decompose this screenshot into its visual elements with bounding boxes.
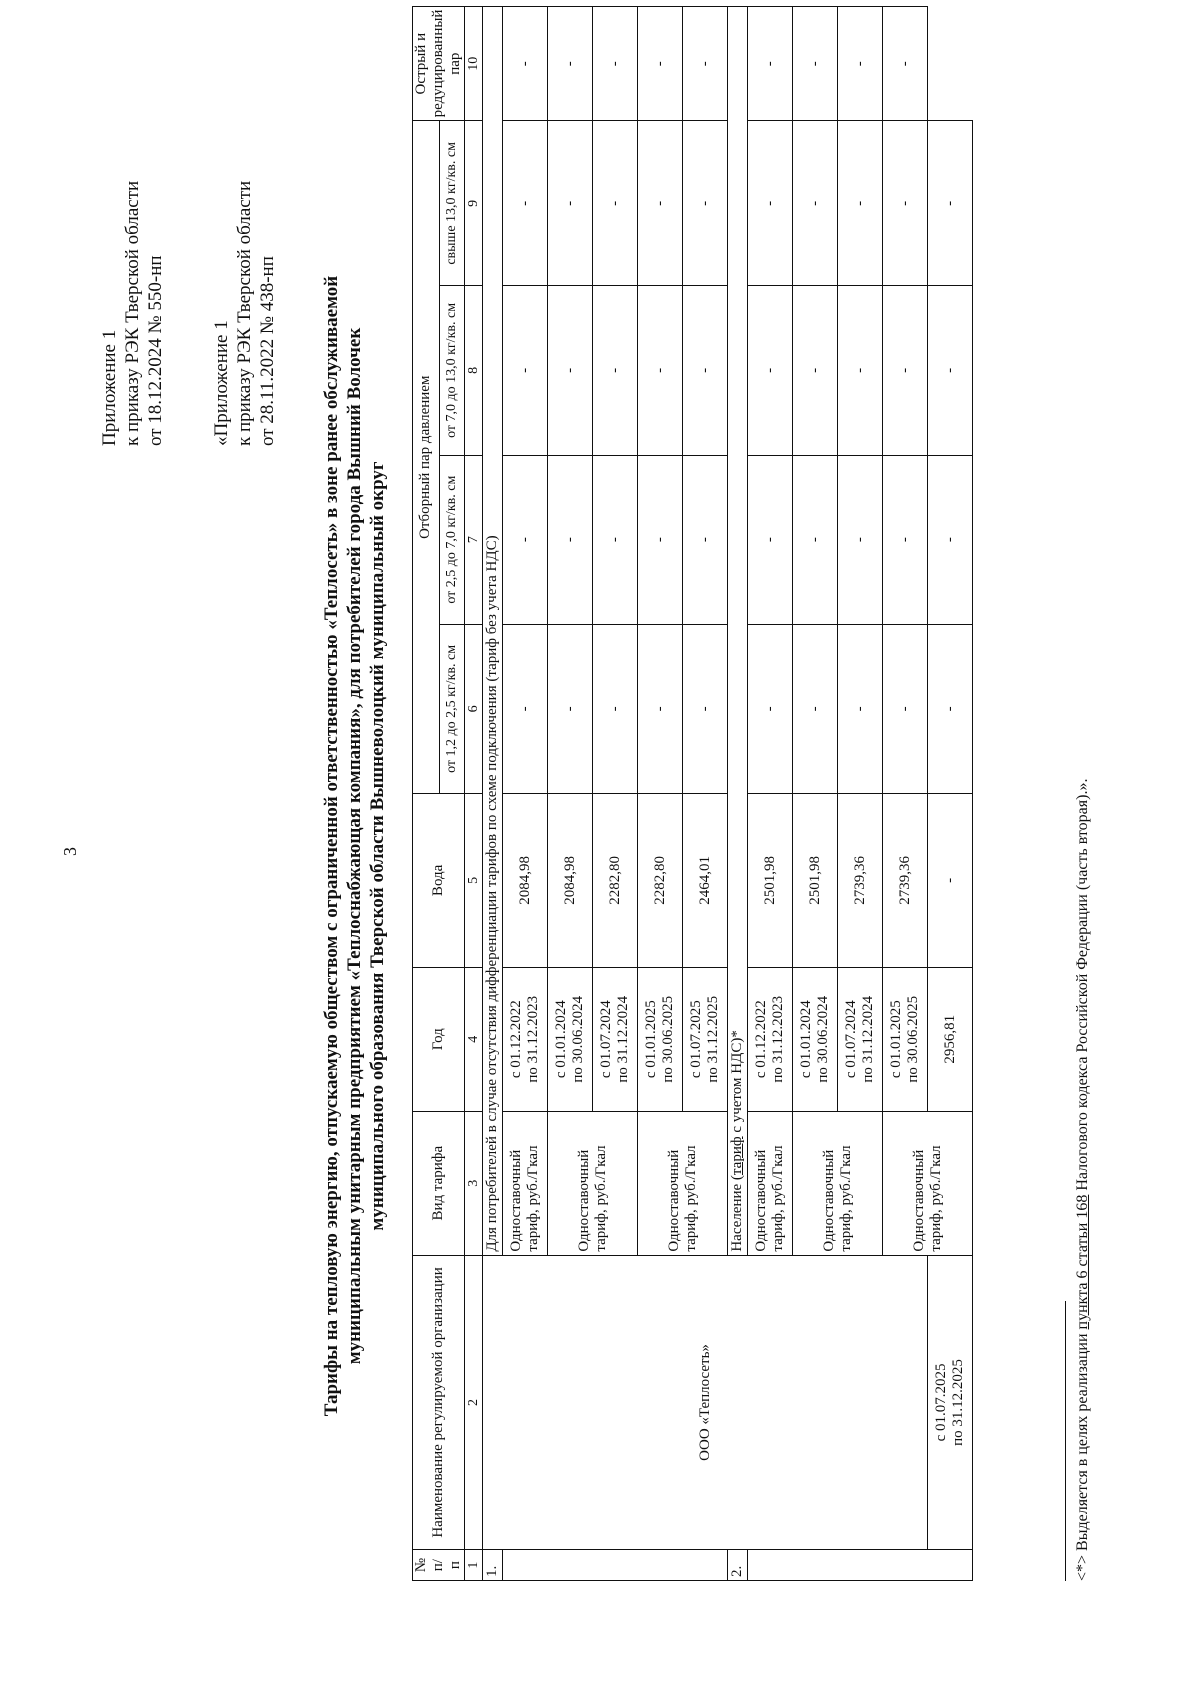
value-cell: - [638,455,683,624]
value-cell: - [838,624,883,793]
value-cell: - [638,7,683,121]
tariff-type-cell: Одноставочный тариф, руб./Гкал [503,1111,548,1255]
period-from: с 01.12.2022 [508,1000,524,1079]
value-cell: - [683,286,728,455]
section-number: 1. [483,1550,503,1581]
period-to: по 31.12.2024 [860,995,876,1083]
document-title-line: муниципальным унитарным предприятием «Теплоснабжающая компания», для потребителей города Вышний Волочек [344,327,365,1365]
column-number: 4 [465,967,483,1111]
year-cell [503,967,548,1111]
column-number: 2 [465,1255,483,1550]
value-cell: - [683,7,728,121]
section-label: Для потребителей в случае отсутствия дифференциации тарифов по схеме подключения (тариф без учета НДС) [483,7,503,1256]
appendix-previous-line: к приказу РЭК Тверской области [234,180,255,446]
value-cell: - [548,455,593,624]
period-from: с 01.07.2025 [688,1000,704,1079]
year-cell [548,967,593,1111]
period-to: по 30.06.2025 [660,995,676,1083]
value-cell: - [593,121,638,286]
period-from: с 01.07.2025 [933,1363,949,1442]
value-cell: - [793,121,838,286]
value-cell: - [748,286,793,455]
water-cell: 2282,80 [638,794,683,968]
value-cell: - [928,286,973,455]
value-cell: - [928,624,973,793]
footnote [1074,779,1092,1581]
period-to: по 30.06.2024 [815,995,831,1083]
value-cell: - [548,624,593,793]
column-number-row [465,7,483,1581]
appendix-previous-line: «Приложение 1 [211,320,232,446]
value-cell: - [548,121,593,286]
value-cell: - [748,624,793,793]
value-cell: - [503,624,548,793]
value-cell: - [793,286,838,455]
year-cell [748,967,793,1111]
value-cell: - [593,286,638,455]
period-from: с 01.01.2024 [798,1000,814,1079]
section-row [483,7,503,1581]
column-number: 8 [465,286,483,455]
section-label-part: с учетом НДС)* [729,1030,745,1137]
period-from: с 01.12.2022 [753,1000,769,1079]
value-cell: - [928,794,973,968]
value-cell: - [793,455,838,624]
value-cell: - [593,7,638,121]
period-to: по 31.12.2025 [705,995,721,1083]
value-cell: - [638,121,683,286]
column-number: 10 [465,7,483,121]
period-to: по 30.06.2024 [570,995,586,1083]
value-cell: - [548,7,593,121]
value-cell: - [838,455,883,624]
appendix-current-line: Приложение 1 [99,329,120,446]
year-cell [883,967,928,1111]
section-number: 2. [728,1550,748,1581]
tariff-type-cell: Одноставочный тариф, руб./Гкал [638,1111,728,1255]
water-cell: 2464,01 [683,794,728,968]
value-cell: - [503,7,548,121]
tariff-type-cell: Одноставочный тариф, руб./Гкал [548,1111,638,1255]
year-cell [638,967,683,1111]
period-to: по 31.12.2024 [615,995,631,1083]
value-cell: - [503,286,548,455]
footnote-divider [1065,1301,1066,1581]
column-number: 3 [465,1111,483,1255]
water-cell: 2282,80 [593,794,638,968]
period-from: с 01.01.2024 [553,1000,569,1079]
value-cell: - [883,121,928,286]
header-pressure-4: свыше 13,0 кг/кв. см [439,121,464,286]
year-cell [928,1255,973,1550]
value-cell: - [638,286,683,455]
period-from: с 01.01.2025 [888,1000,904,1079]
value-cell: - [683,121,728,286]
empty-cell [748,1550,973,1581]
value-cell: - [593,624,638,793]
section-label [728,7,748,1256]
header-water: Вода [413,794,465,968]
water-cell: 2739,36 [838,794,883,968]
value-cell: - [748,121,793,286]
value-cell: - [748,7,793,121]
water-cell: 2956,81 [928,967,973,1111]
value-cell: - [503,455,548,624]
column-number: 1 [465,1550,483,1581]
value-cell: - [838,121,883,286]
value-cell: - [928,455,973,624]
column-number: 7 [465,455,483,624]
document-title-line: муниципального образования Тверской области Вышневолоцкий муниципальный округ [367,461,388,1231]
period-from: с 01.07.2024 [843,1000,859,1079]
value-cell: - [793,624,838,793]
value-cell: - [683,455,728,624]
header-organization: Наименование регулируемой организации [413,1255,465,1550]
appendix-current-line: к приказу РЭК Тверской области [122,180,143,446]
organization-name: ООО «Теплосеть» [483,1255,928,1550]
value-cell: - [838,7,883,121]
water-cell: 2084,98 [503,794,548,968]
appendix-current-line: от 18.12.2024 № 550-нп [145,255,166,446]
section-label-part: Население ( [729,1175,745,1252]
value-cell: - [883,624,928,793]
tariff-type-cell: Одноставочный тариф, руб./Гкал [883,1111,973,1255]
tariff-type-cell: Одноставочный тариф, руб./Гкал [793,1111,883,1255]
value-cell: - [883,455,928,624]
footnote-legal-reference: пункта 6 статьи 168 [1074,1194,1091,1330]
period-to: по 31.12.2023 [770,995,786,1083]
year-cell [793,967,838,1111]
header-tariff-type: Вид тарифа [413,1111,465,1255]
value-cell: - [638,624,683,793]
document-title-line: Тарифы на тепловую энергию, отпускаемую обществом с ограниченной ответственностью «Теплосеть» в зоне ранее обслуживаемой [321,275,342,1417]
appendix-current [98,181,167,446]
water-cell: 2501,98 [793,794,838,968]
table-row [928,7,973,1581]
header-pressure-1: от 1,2 до 2,5 кг/кв. см [439,624,464,793]
period-from: с 01.07.2024 [598,1000,614,1079]
header-year: Год [413,967,465,1111]
year-cell [838,967,883,1111]
value-cell: - [548,286,593,455]
header-pressure-3: от 7,0 до 13,0 кг/кв. см [439,286,464,455]
period-to: по 31.12.2025 [950,1359,966,1446]
column-number: 5 [465,794,483,968]
footnote-text: Налогового кодекса Российской Федерации (часть вторая).». [1074,778,1091,1195]
year-cell [593,967,638,1111]
water-cell: 2501,98 [748,794,793,968]
empty-cell [503,1550,728,1581]
year-cell [683,967,728,1111]
value-cell: - [883,7,928,121]
value-cell: - [838,286,883,455]
value-cell: - [928,121,973,286]
appendix-previous-line: от 28.11.2022 № 438-нп [257,256,278,446]
period-to: по 31.12.2023 [525,995,541,1083]
value-cell: - [748,455,793,624]
value-cell: - [683,624,728,793]
header-extracted-steam: Отборный пар давлением [413,121,440,794]
column-number: 6 [465,624,483,793]
tariff-type-cell: Одноставочный тариф, руб./Гкал [748,1111,793,1255]
header-num: № п/ п [413,1550,465,1581]
page-number: 3 [60,847,80,856]
column-number: 9 [465,121,483,286]
appendix-previous [210,181,279,446]
header-pressure-2: от 2,5 до 7,0 кг/кв. см [439,455,464,624]
water-cell: 2739,36 [883,794,928,968]
value-cell: - [883,286,928,455]
section-label-part: тариф [729,1136,745,1176]
header-sharp-steam: Острый и редуцированный пар [413,7,465,121]
value-cell: - [593,455,638,624]
value-cell: - [503,121,548,286]
period-to: по 30.06.2025 [905,995,921,1083]
document-title [320,146,389,1546]
value-cell: - [793,7,838,121]
period-from: с 01.01.2025 [643,1000,659,1079]
tariff-table [412,6,973,1581]
water-cell: 2084,98 [548,794,593,968]
footnote-text: <*> Выделяется в целях реализации [1074,1329,1091,1581]
